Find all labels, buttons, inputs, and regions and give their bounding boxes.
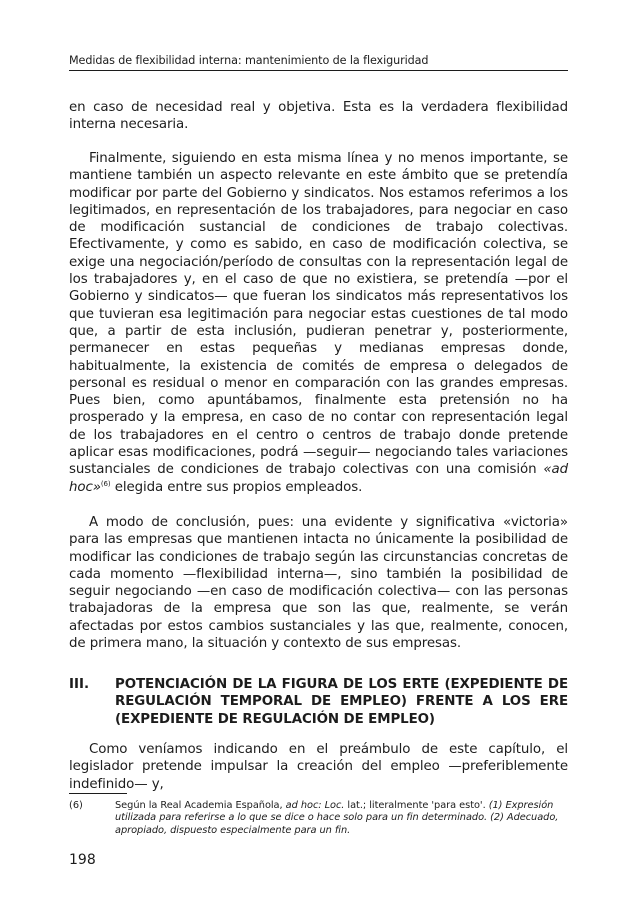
footnote-text <box>115 800 568 837</box>
footnote-mid: lat.; literalmente 'para esto'. <box>344 800 489 811</box>
footnote <box>69 800 568 837</box>
section-heading <box>69 676 568 728</box>
footnote-lead: Según la Real Academia Española, <box>115 800 286 811</box>
section-number: III. <box>69 677 90 692</box>
header-rule <box>69 70 568 71</box>
ad-hoc-term: «ad hoc» <box>69 462 568 495</box>
section-title: POTENCIACIÓN DE LA FIGURA DE LOS ERTE (EXPEDIENTE DE REGULACIÓN TEMPORAL DE EMPLEO) FRENTE A LOS ERE (EXPEDIENTE DE REGULACIÓN DE EMPLEO) <box>115 677 568 727</box>
paragraph-continuation: en caso de necesidad real y objetiva. Esta es la verdadera flexibilidad interna necesaria. <box>69 100 568 133</box>
paragraph-erte-intro: Como veníamos indicando en el preámbulo de este capítulo, el legislador pretende impulsar la creación del empleo —preferiblemente indefinido— y, <box>69 742 568 792</box>
footnote-term: ad hoc: Loc. <box>285 800 345 811</box>
footnote-definition: (1) Expresión utilizada para referirse a lo que se dice o hace solo para un fin determinado. (2) Adecuado, apropiado, dispuesto especialmente para un fin. <box>115 800 559 836</box>
paragraph-conclusion: A modo de conclusión, pues: una evidente y significativa «victoria» para las empresas que mantienen intacta no únicamente la posibilidad de modificar las condiciones de trabajo según las circunstancias concretas de cada momento —flexibilidad interna—, sino también la posibilidad de seguir negociando —en caso de modificación colectiva— con las personas trabajadoras de la empresa que son las que, realmente, se verán afectadas por estos cambios sustanciales y las que, realmente, conocen, de primera mano, la situación y contexto de sus empresas. <box>69 515 568 652</box>
running-header: Medidas de flexibilidad interna: mantenimiento de la flexiguridad <box>69 54 429 67</box>
footnote-number: (6) <box>69 800 83 811</box>
footnote-rule <box>69 793 127 794</box>
paragraph-text-end: elegida entre sus propios empleados. <box>110 479 363 495</box>
paragraph-legitimados <box>69 150 568 496</box>
footnote-reference[interactable]: (6) <box>100 479 111 488</box>
page-number: 198 <box>69 852 96 868</box>
paragraph-text: Finalmente, siguiendo en esta misma línea y no menos importante, se mantiene también un aspecto relevante en este ámbito que se pretendía modificar por parte del Gobierno y sindicatos. Nos estamos referimos a los legitimados, en representación de los trabajadores, para negociar en caso de modificación sustancial de condiciones de trabajo colectivas. Efectivamente, y como es sabido, en caso de modificación colectiva, se exige una negociación/período de consultas con la representación legal de los trabajadores y, en el caso de que no existiera, se pretendía —por el Gobierno y sindicatos— que fueran los sindicatos más representativos los que tuvieran esa legitimación para negociar estas cuestiones de tal modo que, a partir de esta inclusión, pudieran penetrar y, posteriormente, permanecer en estas pequeñas y medianas empresas donde, habitualmente, la existencia de comités de empresa o delegados de personal es residual o menor en comparación con las grandes empresas. Pues bien, como apuntábamos, finalmente esta pretensión no ha prosperado y la empresa, en caso de no contar con representación legal de los trabajadores en el centro o centros de trabajo donde pretende aplicar esas modificaciones, podrá —seguir— negociando tales variaciones sustanciales de condiciones de trabajo colectivas con una comisión <box>69 151 568 478</box>
